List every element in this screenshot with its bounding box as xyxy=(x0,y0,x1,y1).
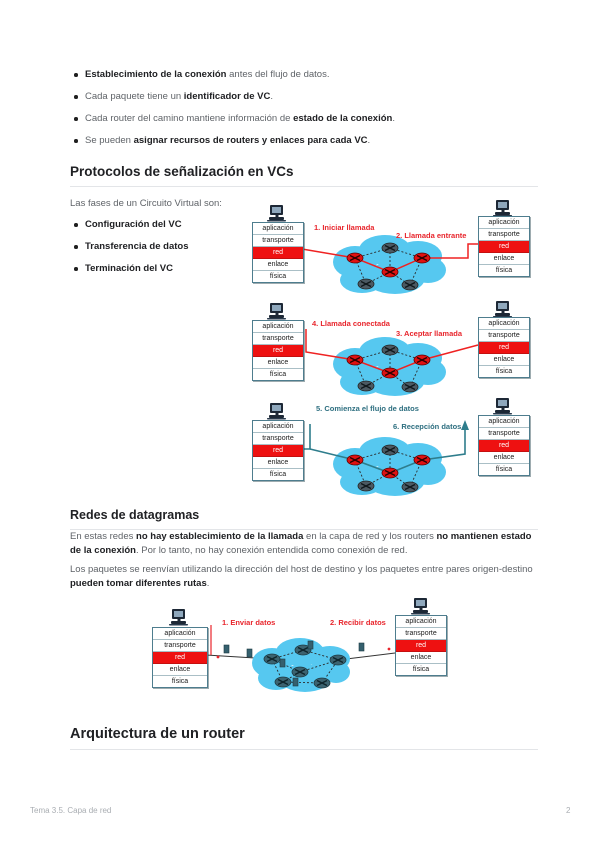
datagram-paragraph-2 xyxy=(70,563,544,591)
protocol-stack-right xyxy=(478,415,530,476)
computer-icon xyxy=(492,398,514,415)
router-icon xyxy=(358,279,374,289)
protocol-stack-left xyxy=(252,420,304,481)
text-segment-bold: identificador de VC xyxy=(183,91,271,102)
router-icon xyxy=(382,345,398,355)
vc-intro-text: Las fases de un Circuito Virtual son: xyxy=(70,198,222,209)
layer-fisica: física xyxy=(269,471,287,478)
label-iniciar-llamada: 1. Iniciar llamada xyxy=(314,223,375,232)
computer-icon xyxy=(410,598,432,615)
router-icon xyxy=(292,667,308,677)
phase-label: Transferencia de datos xyxy=(85,241,189,252)
text-segment-bold: no hay establecimiento de la llamada xyxy=(136,531,304,542)
layer-red: red xyxy=(153,652,207,664)
layer-enlace: enlace xyxy=(253,357,303,369)
router-icon xyxy=(358,481,374,491)
layer-aplicacion: aplicación xyxy=(396,616,446,628)
protocol-stack-left xyxy=(252,222,304,283)
router-icon xyxy=(414,253,430,263)
router-icon xyxy=(275,677,291,687)
layer-enlace: enlace xyxy=(153,664,207,676)
layer-transporte: transporte xyxy=(479,428,529,440)
text-segment: Cada router del camino mantiene información de xyxy=(85,113,294,124)
list-item xyxy=(70,68,540,81)
layer-enlace: enlace xyxy=(479,253,529,265)
red-marker xyxy=(388,648,391,651)
layer-enlace: enlace xyxy=(253,457,303,469)
layer-red: red xyxy=(479,440,529,452)
router-icon xyxy=(402,382,418,392)
protocol-stack-right xyxy=(395,615,447,676)
text-segment: . xyxy=(367,135,371,146)
protocol-stack-right xyxy=(478,317,530,378)
text-segment-bold: no mantienen estado de la conexión xyxy=(70,531,532,556)
layer-fisica: física xyxy=(269,273,287,280)
layer-aplicacion: aplicación xyxy=(479,217,529,229)
section-title-datagram: Redes de datagramas xyxy=(70,508,538,530)
layer-enlace: enlace xyxy=(479,354,529,366)
section-title-vc-signaling: Protocolos de señalización en VCs xyxy=(70,164,538,187)
computer-icon xyxy=(266,403,288,420)
label-recepcion-datos: 6. Recepción datos xyxy=(393,422,462,431)
computer-icon xyxy=(492,301,514,318)
vc-diagram-accept xyxy=(0,300,600,400)
layer-red: red xyxy=(253,247,303,259)
layer-fisica: física xyxy=(269,371,287,378)
vc-diagram-setup xyxy=(0,200,600,300)
label-comienza-flujo: 5. Comienza el flujo de datos xyxy=(316,404,419,413)
text-segment: En estas redes xyxy=(70,531,137,542)
layer-red: red xyxy=(479,241,529,253)
text-segment-bold: asignar recursos de routers y enlaces para cada VC xyxy=(133,135,368,146)
layer-red: red xyxy=(396,640,446,652)
label-recibir-datos: 2. Recibir datos xyxy=(330,618,386,627)
layer-fisica: física xyxy=(495,267,513,274)
text-segment: . xyxy=(206,578,210,589)
layer-aplicacion: aplicación xyxy=(479,318,529,330)
vc-diagram-dataflow xyxy=(0,398,600,498)
router-icon xyxy=(347,253,363,263)
text-segment: . xyxy=(270,91,273,102)
label-aceptar-llamada: 3. Aceptar llamada xyxy=(396,329,463,338)
text-segment: Cada paquete tiene un xyxy=(85,91,184,102)
text-segment-bold: pueden tomar diferentes rutas xyxy=(70,578,207,589)
layer-aplicacion: aplicación xyxy=(253,321,303,333)
router-icon xyxy=(414,355,430,365)
text-segment: Se pueden xyxy=(85,135,134,146)
router-icon xyxy=(330,655,346,665)
router-icon xyxy=(402,482,418,492)
router-icon xyxy=(314,678,330,688)
red-marker xyxy=(217,656,220,659)
layer-fisica: física xyxy=(495,466,513,473)
label-llamada-conectada: 4. Llamada conectada xyxy=(312,319,390,328)
router-icon xyxy=(382,368,398,378)
layer-transporte: transporte xyxy=(253,333,303,345)
list-item xyxy=(70,90,540,103)
text-segment: antes del flujo de datos. xyxy=(226,69,330,80)
layer-enlace: enlace xyxy=(479,452,529,464)
router-icon xyxy=(382,468,398,478)
text-segment: . xyxy=(392,113,395,124)
intro-bullet-list xyxy=(70,68,540,156)
layer-aplicacion: aplicación xyxy=(253,223,303,235)
layer-aplicacion: aplicación xyxy=(153,628,207,640)
footer-document-title: Tema 3.5. Capa de red xyxy=(30,806,112,815)
text-segment-bold: estado de la conexión xyxy=(293,113,393,124)
label-llamada-entrante: 2. Llamada entrante xyxy=(396,231,467,240)
layer-enlace: enlace xyxy=(253,259,303,271)
list-item xyxy=(70,134,540,147)
layer-red: red xyxy=(253,445,303,457)
layer-transporte: transporte xyxy=(479,330,529,342)
layer-transporte: transporte xyxy=(153,640,207,652)
router-icon xyxy=(402,280,418,290)
list-item xyxy=(70,112,540,125)
layer-enlace: enlace xyxy=(396,652,446,664)
arrow-up-icon xyxy=(461,420,469,430)
router-icon xyxy=(347,455,363,465)
datagram-diagram xyxy=(0,593,600,708)
layer-aplicacion: aplicación xyxy=(479,416,529,428)
protocol-stack-left xyxy=(152,627,208,688)
computer-icon xyxy=(492,200,514,217)
datagram-paragraph-1 xyxy=(70,530,544,558)
router-icon xyxy=(264,654,280,664)
computer-icon xyxy=(266,303,288,320)
section-title-router-architecture: Arquitectura de un router xyxy=(70,726,538,750)
network-cloud-graphic xyxy=(0,593,600,708)
protocol-stack-left xyxy=(252,320,304,381)
phase-label: Terminación del VC xyxy=(85,263,173,274)
layer-aplicacion: aplicación xyxy=(253,421,303,433)
router-icon xyxy=(347,355,363,365)
router-icon xyxy=(358,381,374,391)
computer-icon xyxy=(168,609,190,626)
router-icon xyxy=(382,445,398,455)
layer-transporte: transporte xyxy=(253,433,303,445)
phase-label: Configuración del VC xyxy=(85,219,182,230)
text-segment: en la capa de red y los routers xyxy=(303,531,437,542)
label-enviar-datos: 1. Enviar datos xyxy=(222,618,276,627)
layer-transporte: transporte xyxy=(253,235,303,247)
router-icon xyxy=(382,243,398,253)
layer-fisica: física xyxy=(495,368,513,375)
protocol-stack-right xyxy=(478,216,530,277)
computer-icon xyxy=(266,205,288,222)
footer-page-number: 2 xyxy=(566,806,571,815)
layer-red: red xyxy=(479,342,529,354)
layer-fisica: física xyxy=(412,666,430,673)
router-icon xyxy=(414,455,430,465)
text-segment-bold: Establecimiento de la conexión xyxy=(85,69,227,80)
router-icon xyxy=(382,267,398,277)
layer-fisica: física xyxy=(171,678,189,685)
layer-transporte: transporte xyxy=(479,229,529,241)
layer-red: red xyxy=(253,345,303,357)
layer-transporte: transporte xyxy=(396,628,446,640)
text-segment: . Por lo tanto, no hay conexión entendida como conexión de red. xyxy=(136,545,408,556)
text-segment: Los paquetes se reenvían utilizando la dirección del host de destino y los paquetes entre pares origen-destino xyxy=(70,564,533,575)
